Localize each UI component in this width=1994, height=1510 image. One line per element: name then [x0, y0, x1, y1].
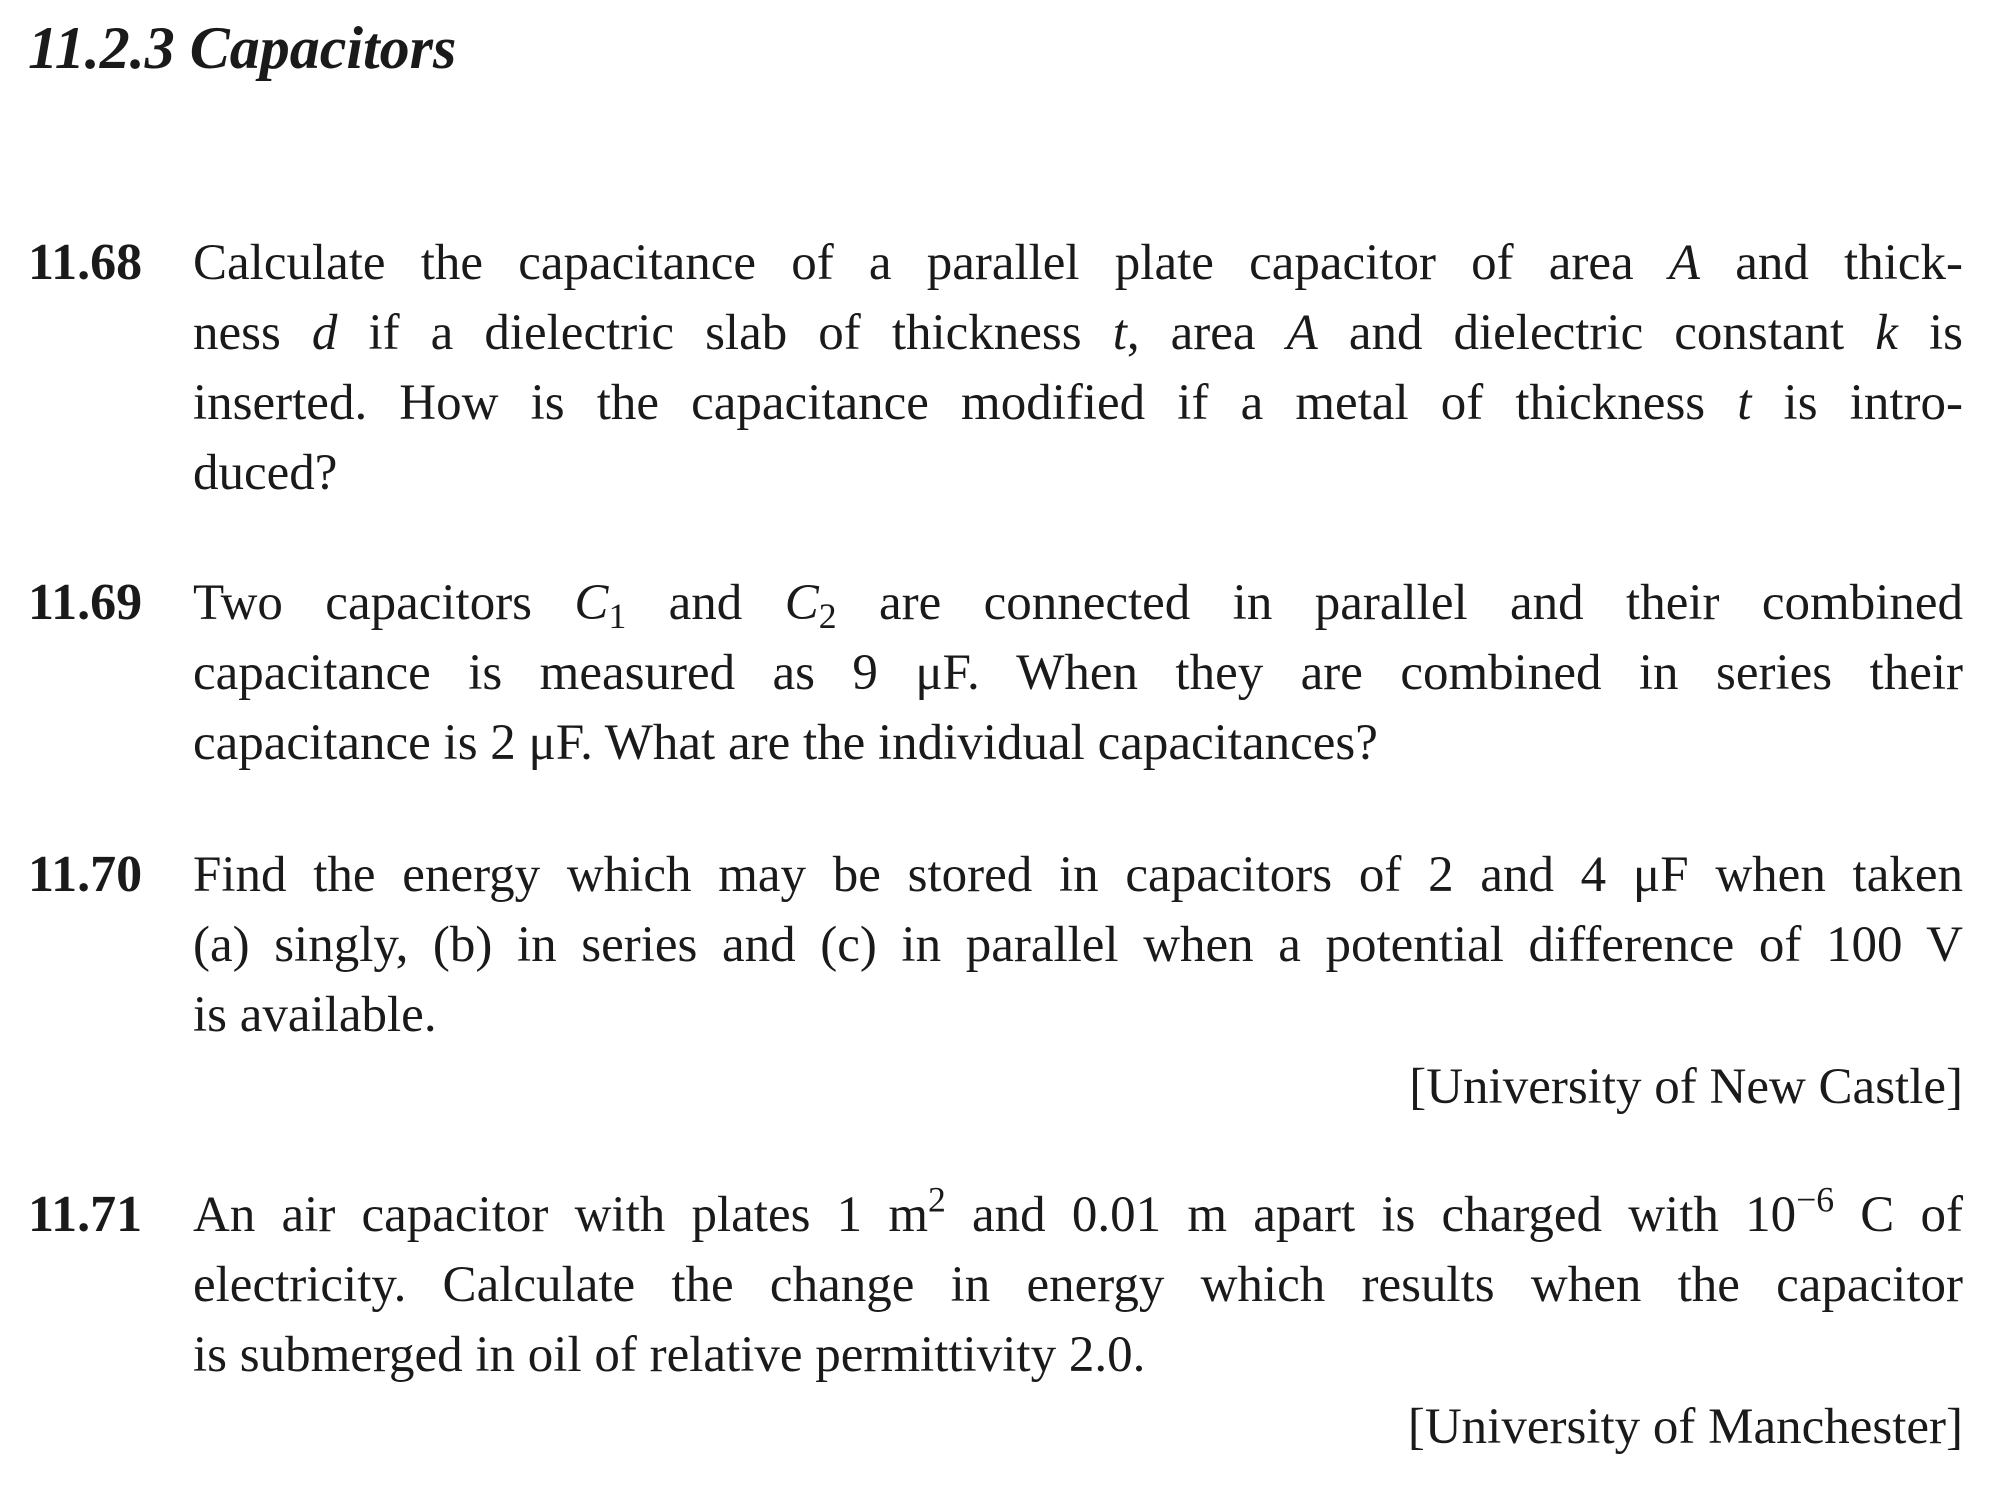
- problem-line: (a) singly, (b) in series and (c) in parallel when a potential difference of 100 V: [193, 917, 1963, 973]
- problem-line: inserted. How is the capacitance modified if a metal of thickness t is intro-: [193, 375, 1963, 431]
- problem-line: Calculate the capacitance of a parallel plate capacitor of area A and thick-: [193, 235, 1963, 291]
- problem-line: is submerged in oil of relative permittivity 2.0.: [193, 1327, 1146, 1383]
- problem-line: capacitance is measured as 9 μF. When they are combined in series their: [193, 645, 1963, 701]
- problem-line: ness d if a dielectric slab of thickness t, area A and dielectric constant k is: [193, 305, 1963, 361]
- problem-number: 11.69: [28, 574, 143, 631]
- problem-11-68: [28, 228, 1966, 508]
- problem-line: capacitance is 2 μF. What are the individual capacitances?: [193, 715, 1378, 771]
- problem-text: [193, 1180, 1963, 1390]
- problem-11-70: [28, 840, 1966, 1122]
- problem-text: [193, 840, 1963, 1050]
- problem-line: electricity. Calculate the change in energy which results when the capacitor: [193, 1257, 1963, 1313]
- problem-line: Two capacitors $C_1$ and $C_2$ are connected in parallel and their combined: [193, 575, 1963, 636]
- problem-line: is available.: [193, 987, 437, 1043]
- problem-source: [University of New Castle]: [1409, 1059, 1963, 1115]
- problem-line: duced?: [193, 445, 338, 501]
- problem-text: [193, 568, 1963, 778]
- problem-11-69: [28, 568, 1966, 778]
- problem-number: 11.71: [28, 1186, 143, 1243]
- problem-line: An air capacitor with plates 1 $m^2$ and 0.01 m apart is charged with $10^{-6}$ C of: [193, 1179, 1963, 1243]
- problem-text: [193, 228, 1963, 508]
- problem-line: Find the energy which may be stored in capacitors of 2 and 4 μF when taken: [193, 847, 1963, 903]
- problem-number: 11.68: [28, 234, 143, 291]
- problem-11-71: [28, 1180, 1966, 1462]
- section-title: 11.2.3 Capacitors: [28, 15, 457, 81]
- problem-source: [University of Manchester]: [1407, 1399, 1963, 1455]
- problem-number: 11.70: [28, 846, 143, 903]
